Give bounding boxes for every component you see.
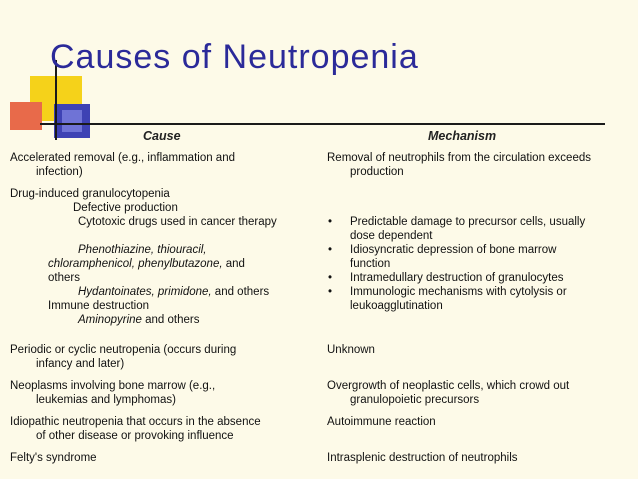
bullet-icon: • — [328, 272, 333, 284]
mechanism-drug-b1-line2: dose dependent — [350, 230, 433, 242]
cause-drug-hydantoinates: Hydantoinates, primidone, — [78, 286, 212, 298]
title-underline — [40, 123, 605, 125]
cause-drug-aminopyrine-rest: and others — [141, 314, 200, 326]
cause-drug-others: others — [48, 272, 80, 284]
mechanism-drug-b4-line1: Immunologic mechanisms with cytolysis or — [350, 286, 567, 298]
cause-drug-aminopyrine: Aminopyrine — [78, 314, 142, 326]
mechanism-drug-b1-line1: Predictable damage to precursor cells, usually — [350, 216, 586, 228]
cause-neoplasms-line2: leukemias and lymphomas) — [36, 394, 176, 406]
mechanism-drug-b2-line2: function — [350, 258, 391, 270]
mechanism-idiopathic: Autoimmune reaction — [327, 416, 436, 428]
mechanism-neoplasms-line1: Overgrowth of neoplastic cells, which crowd out — [327, 380, 570, 392]
mechanism-neoplasms-line2: granulopoietic precursors — [350, 394, 480, 406]
cause-drug-phenothiazine: Phenothiazine, thiouracil, — [78, 244, 207, 256]
slide-title: Causes of Neutropenia — [50, 38, 419, 76]
cause-accelerated-line1: Accelerated removal (e.g., inflammation and — [10, 152, 235, 164]
cause-periodic-line1: Periodic or cyclic neutropenia (occurs during — [10, 344, 237, 356]
mechanism-drug-b2-line1: Idiosyncratic depression of bone marrow — [350, 244, 557, 256]
cause-drug-heading: Drug-induced granulocytopenia — [10, 188, 170, 200]
cause-idiopathic-line2: of other disease or provoking influence — [36, 430, 234, 442]
cause-drug-chloramphenicol: chloramphenicol, phenylbutazone, — [48, 258, 223, 270]
bullet-icon: • — [328, 244, 333, 256]
cause-drug-immune: Immune destruction — [48, 300, 149, 312]
cause-drug-aminopyrine-line — [78, 314, 199, 327]
mechanism-accelerated-line2: production — [350, 166, 404, 178]
cause-drug-chloramphenicol-and: and — [222, 258, 245, 270]
mechanism-periodic: Unknown — [327, 344, 375, 356]
cause-neoplasms-line1: Neoplasms involving bone marrow (e.g., — [10, 380, 216, 392]
column-header-cause: Cause — [143, 129, 181, 143]
cause-idiopathic-line1: Idiopathic neutropenia that occurs in the absence — [10, 416, 261, 428]
cause-felty: Felty's syndrome — [10, 452, 97, 464]
mechanism-accelerated-line1: Removal of neutrophils from the circulation exceeds — [327, 152, 591, 164]
cause-periodic-line2: infancy and later) — [36, 358, 125, 370]
decor-red-square — [10, 102, 42, 130]
cause-drug-hydantoinates-line — [78, 286, 269, 299]
decor-blue-inner-square — [62, 110, 82, 132]
cause-accelerated-line2: infection) — [36, 166, 83, 178]
bullet-icon: • — [328, 286, 333, 298]
cause-drug-hydantoinates-rest: and others — [211, 286, 270, 298]
mechanism-drug-b4-line2: leukoagglutination — [350, 300, 443, 312]
bullet-icon: • — [328, 216, 333, 228]
mechanism-felty: Intrasplenic destruction of neutrophils — [327, 452, 518, 464]
column-header-mechanism: Mechanism — [428, 129, 497, 143]
cause-drug-cytotoxic: Cytotoxic drugs used in cancer therapy — [78, 216, 277, 228]
cause-drug-defective: Defective production — [73, 202, 178, 214]
mechanism-drug-b3: Intramedullary destruction of granulocytes — [350, 272, 564, 284]
cause-drug-chloramphenicol-line — [48, 258, 245, 271]
